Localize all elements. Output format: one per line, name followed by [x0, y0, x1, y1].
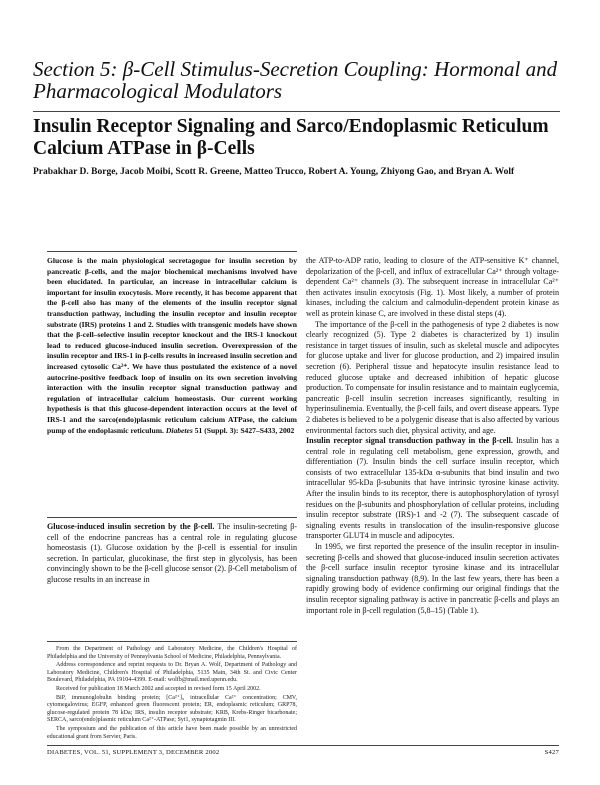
- paragraph: Insulin has a central role in regulating cell metabolism, gene expression, growth, and differentiation (7). Insulin binds the cell surface insulin receptor, which consists of two extracellular 135-kDa α-subunits that bind insulin and two intracellular 95-kDa β-subunits that have intrinsic tyrosine kinase activity. After the insulin binds to its receptor, there is autophosphorylation of tyrosyl residues on the β-subunits and phosphorylation of cellular proteins, including insulin receptor substrate (IRS)-1 and -2 (7). The subsequent cascade of signaling events results in translocation of the insulin-responsive glucose transporter GLUT4 in muscle and adipocytes.: [306, 436, 559, 541]
- footnote-rule: [47, 641, 297, 642]
- footnote-abbreviations: BiP, immunoglobulin binding protein; [Ca²⁺]ᵢ, intracellular Ca²⁺ concentration; CMV, cytomegalovirus; EGFP, enhanced green fluorescent protein; ER, endoplasmic reticulum; GRP78, glucose-regulated protein 78 kDa; IRS, insulin receptor substrate; KRB, Krebs-Ringer bicarbonate; SERCA, sarco(endo)plasmic reticulum Ca²⁺-ATPase; Syt1, synaptotagmin III.: [47, 694, 297, 724]
- abstract-text: Glucose is the main physiological secretagogue for insulin secretion by pancreatic β-cells, and the major biochemical mechanisms involved have been elucidated. In particular, an increase in intracellular calcium is important for insulin exocytosis. More recently, it has become apparent that the β-cell also has many of the elements of the insulin receptor signal transduction pathway, including the insulin receptor and insulin receptor substrate (IRS) proteins 1 and 2. Studies with transgenic models have shown that the β-cell–selective insulin receptor knockout and the IRS-1 knockout lead to reduced glucose-induced insulin secretion. Overexpression of the insulin receptor and IRS-1 in β-cells results in increased insulin secretion and increased cytosolic Ca²⁺. We have thus postulated the existence of a novel autocrine-positive feedback loop of insulin on its own secretion involving interaction with the insulin receptor signal transduction pathway and regulation of intracellular calcium homeostasis. Our current working hypothesis is that this glucose-dependent interaction occurs at the level of IRS-1 and the sarco(endo)plasmic reticulum calcium ATPase, the calcium pump of the endoplasmic reticulum.: [47, 256, 297, 435]
- running-footer: DIABETES, VOL. 51, SUPPLEMENT 3, DECEMBER 2002: [47, 749, 220, 756]
- right-column: [306, 256, 559, 616]
- paragraph: The importance of the β-cell in the pathogenesis of type 2 diabetes is now clearly recognized (5). Type 2 diabetes is characterized by 1) insulin resistance in target tissues of insulin, such as skeletal muscle and adipocytes for glucose uptake and liver for glucose production, and 2) impaired insulin secretion (6). Peripheral tissue and hepatocyte insulin resistance lead to reduced glucose uptake and decreased inhibition of hepatic glucose production. To compensate for insulin resistance and to maintain euglycemia, pancreatic β-cell insulin secretion increases significantly, resulting in hyperinsulinemia. Eventually, the β-cell fails, and overt disease appears. Type 2 diabetes is believed to be a polygenic disease that is also affected by various environmental factors such diet, physical activity, and age.: [306, 319, 559, 435]
- abstract-top-rule: [47, 251, 297, 252]
- intro-paragraph: [47, 522, 297, 586]
- paragraph: the ATP-to-ADP ratio, leading to closure of the ATP-sensitive K⁺ channel, depolarization of the β-cell, and influx of extracellular Ca²⁺ through voltage-dependent Ca²⁺ channels (3). The subsequent increase in intracellular Ca²⁺ then activates insulin exocytosis (Fig. 1). Most likely, a number of protein kinases, including the calcium and calmodulin-dependent protein kinase as well as protein kinase C, are involved in these distal steps (4).: [306, 256, 559, 318]
- article-title: Insulin Receptor Signaling and Sarco/Endoplasmic Reticulum Calcium ATPase in β-Cells: [33, 116, 549, 159]
- intro-text: The insulin-secreting β-cell of the endocrine pancreas has a central role in regulating glucose homeostasis (1). Glucose oxidation by the β-cell is essential for insulin secretion. In particular, glucokinase, the first step in glycolysis, has been convincingly shown to be the β-cell glucose sensor (2). β-Cell metabolism of glucose results in an increase in: [47, 522, 298, 584]
- journal-name: Diabetes: [165, 425, 193, 435]
- title-divider: [33, 111, 560, 112]
- author-list: Prabakhar D. Borge, Jacob Moibi, Scott R. Greene, Matteo Trucco, Robert A. Young, Zhiyong Gao, and Bryan A. Wolf: [33, 167, 515, 177]
- footnote-symposium: The symposium and the publication of this article have been made possible by an unrestricted educational grant from Servier, Paris.: [47, 725, 297, 740]
- section-heading: Insulin receptor signal transduction pathway in the β-cell.: [306, 436, 513, 446]
- footnotes: [47, 646, 297, 742]
- page-number: S427: [544, 749, 559, 756]
- paragraph: In 1995, we first reported the presence of the insulin receptor in insulin-secreting β-cells and showed that glucose-induced insulin secretion activates the β-cell surface insulin receptor tyrosine kinase and its intracellular signaling transduction pathway (8,9). In the last few years, there has been a rapidly growing body of evidence confirming our original findings that the insulin receptor signaling pathway is active in pancreatic β-cells and plays an important role in β-cell regulation (5,8–15) (Table 1).: [306, 542, 559, 615]
- abstract-bottom-rule: [47, 517, 297, 518]
- footnote-correspondence: Address correspondence and reprint requests to Dr. Bryan A. Wolf, Department of Pathology and Laboratory Medicine, Children's Hospital of Philadelphia, 5135 Main, 34th St. and Civic Center Boulevard, Philadelphia, PA 19104-4399. E-mail: wolfb@mail.med.upenn.edu.: [47, 662, 297, 684]
- citation: 51 (Suppl. 3): S427–S433, 2002: [194, 425, 295, 435]
- footer-rule: [47, 745, 559, 746]
- footnote-affiliation: From the Department of Pathology and Laboratory Medicine, the Children's Hospital of Philadelphia and the University of Pennsylvania School of Medicine, Philadelphia, Pennsylvania.: [47, 646, 297, 660]
- intro-heading: Glucose-induced insulin secretion by the β-cell.: [47, 522, 215, 531]
- footnote-received: Received for publication 18 March 2002 and accepted in revised form 15 April 2002.: [56, 685, 261, 692]
- abstract: [47, 256, 297, 436]
- section-title: Section 5: β-Cell Stimulus-Secretion Coupling: Hormonal and Pharmacological Modulators: [33, 57, 558, 103]
